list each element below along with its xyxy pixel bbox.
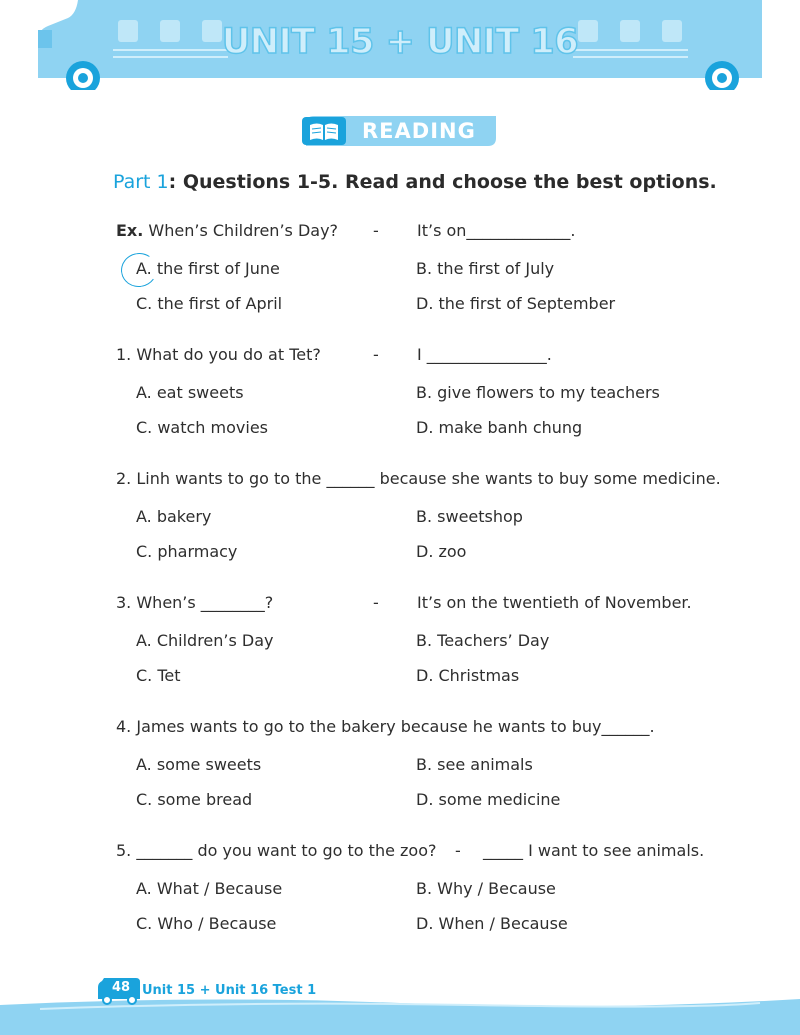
question-4: 4. James wants to go to the bakery because he wants to buy______. bbox=[116, 717, 655, 736]
question-4-option-c[interactable]: C. some bread bbox=[136, 790, 253, 809]
question-3-option-b[interactable]: B. Teachers’ Day bbox=[416, 631, 550, 650]
question-2: 2. Linh wants to go to the ______ because she wants to buy some medicine. bbox=[116, 469, 721, 488]
example-option-b[interactable]: B. the first of July bbox=[416, 259, 555, 278]
question-3-answer: It’s on the twentieth of November. bbox=[417, 593, 692, 612]
question-5-option-c[interactable]: C. Who / Because bbox=[136, 914, 277, 933]
question-5-answer: _____ I want to see animals. bbox=[483, 841, 705, 860]
question-1-dash: - bbox=[373, 345, 379, 364]
question-3: 3. When’s ________? bbox=[116, 593, 274, 612]
question-2-option-b[interactable]: B. sweetshop bbox=[416, 507, 523, 526]
example-option-a[interactable]: A. the first of June bbox=[136, 259, 280, 278]
question-1-option-d[interactable]: D. make banh chung bbox=[416, 418, 583, 437]
example-dash: - bbox=[373, 221, 379, 240]
question-1-option-b[interactable]: B. give flowers to my teachers bbox=[416, 383, 660, 402]
example-option-d[interactable]: D. the first of September bbox=[416, 294, 616, 313]
part-number: Part 1 bbox=[113, 171, 169, 193]
question-3-option-a[interactable]: A. Children’s Day bbox=[136, 631, 274, 650]
part-instruction: : Questions 1-5. Read and choose the best options. bbox=[168, 171, 717, 193]
question-2-option-d[interactable]: D. zoo bbox=[416, 542, 467, 561]
unit-title: UNIT 15 + UNIT 16 bbox=[221, 22, 579, 62]
question-1-option-c[interactable]: C. watch movies bbox=[136, 418, 268, 437]
section-label: READING bbox=[362, 119, 476, 143]
question-5-dash: - bbox=[455, 841, 461, 860]
question-2-option-c[interactable]: C. pharmacy bbox=[136, 542, 238, 561]
question-3-option-d[interactable]: D. Christmas bbox=[416, 666, 520, 685]
example-answer: It’s on_____________. bbox=[417, 221, 576, 240]
example-prefix: Ex. bbox=[116, 221, 144, 240]
question-4-option-d[interactable]: D. some medicine bbox=[416, 790, 561, 809]
question-5-option-a[interactable]: A. What / Because bbox=[136, 879, 283, 898]
example-question-text: When’s Children’s Day? bbox=[148, 221, 339, 240]
question-1-option-a[interactable]: A. eat sweets bbox=[136, 383, 244, 402]
question-3-option-c[interactable]: C. Tet bbox=[136, 666, 181, 685]
question-1: 1. What do you do at Tet? bbox=[116, 345, 321, 364]
example-question bbox=[116, 221, 338, 241]
question-5-option-b[interactable]: B. Why / Because bbox=[416, 879, 556, 898]
part-title bbox=[113, 171, 717, 193]
example-option-c[interactable]: C. the first of April bbox=[136, 294, 283, 313]
page-number: 48 bbox=[111, 980, 131, 995]
question-1-answer: I _______________. bbox=[417, 345, 552, 364]
question-4-option-b[interactable]: B. see animals bbox=[416, 755, 533, 774]
question-5: 5. _______ do you want to go to the zoo? bbox=[116, 841, 437, 860]
open-book-icon bbox=[302, 117, 346, 145]
question-5-option-d[interactable]: D. When / Because bbox=[416, 914, 568, 933]
footer-title: Unit 15 + Unit 16 Test 1 bbox=[142, 983, 317, 998]
question-2-option-a[interactable]: A. bakery bbox=[136, 507, 212, 526]
question-3-dash: - bbox=[373, 593, 379, 612]
question-4-option-a[interactable]: A. some sweets bbox=[136, 755, 262, 774]
